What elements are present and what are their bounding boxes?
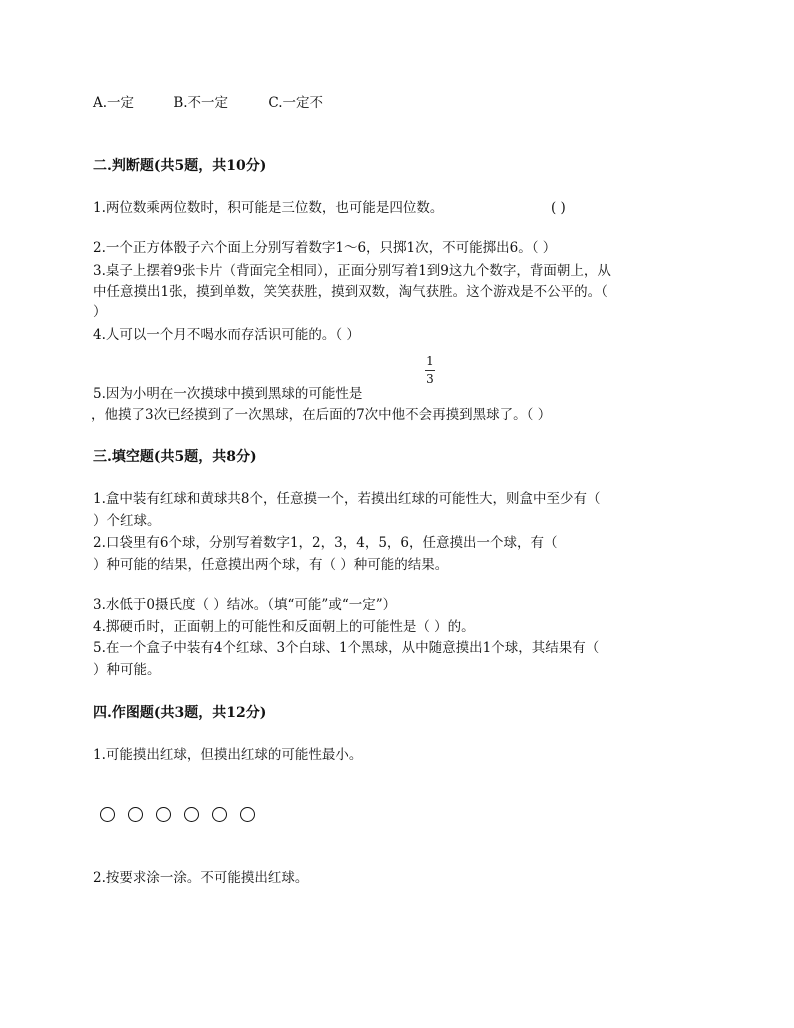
fill-question-5-line-2: ）种可能。 [93, 662, 161, 678]
section-3-title: 三.填空题(共5题，共8分) [93, 449, 257, 465]
judge-question-3-line-3: ） [93, 304, 107, 320]
draw-question-2: 2.按要求涂一涂。不可能摸出红球。 [93, 870, 309, 886]
option-b: B.不一定 [173, 95, 229, 111]
probability-fraction [422, 355, 438, 386]
fill-question-5-line-1: 5.在一个盒子中装有4个红球、3个白球、1个黑球，从中随意摸出1个球，其结果有（ [93, 640, 600, 656]
fraction-numerator: 1 [426, 354, 434, 368]
option-c: C.一定不 [268, 95, 323, 111]
judge-question-1: 1.两位数乘两位数时，积可能是三位数，也可能是四位数。 [93, 200, 444, 216]
section-2-title: 二.判断题(共5题，共10分) [93, 158, 267, 174]
ball-circle[interactable] [240, 807, 255, 822]
fraction-denominator: 3 [426, 372, 434, 386]
option-a: A.一定 [93, 95, 135, 111]
judge-question-2: 2.一个正方体骰子六个面上分别写着数字1～6，只掷1次，不可能掷出6。（ ） [93, 240, 557, 256]
fill-question-1-line-2: ）个红球。 [93, 513, 161, 529]
ball-circle[interactable] [100, 807, 115, 822]
fill-question-3: 3.水低于0摄氏度（ ）结冰。（填“可能”或“一定”） [93, 597, 397, 613]
judge-question-1-paren: ( ) [551, 200, 566, 216]
ball-circle[interactable] [128, 807, 143, 822]
fraction-bar [425, 370, 435, 371]
draw-question-1: 1.可能摸出红球，但摸出红球的可能性最小。 [93, 747, 363, 763]
judge-question-5-line-2: ，他摸了3次已经摸到了一次黑球，在后面的7次中他不会再摸到黑球了。（ ） [91, 407, 552, 423]
ball-circle[interactable] [156, 807, 171, 822]
fill-question-2-line-2: ）种可能的结果，任意摸出两个球，有（ ）种可能的结果。 [93, 557, 449, 573]
fill-question-2-line-1: 2.口袋里有6个球，分别写着数字1，2，3，4，5，6，任意摸出一个球，有（ [93, 535, 558, 551]
ball-circle[interactable] [184, 807, 199, 822]
judge-question-4: 4.人可以一个月不喝水而存活识可能的。（ ） [93, 327, 360, 343]
section-4-title: 四.作图题(共3题，共12分) [93, 705, 267, 721]
ball-circles [100, 807, 255, 822]
judge-question-3-line-1: 3.桌子上摆着9张卡片（背面完全相同），正面分别写着1到9这九个数字，背面朝上，从 [93, 263, 611, 279]
judge-question-5-line-1: 5.因为小明在一次摸球中摸到黑球的可能性是 [93, 386, 363, 402]
fill-question-4: 4.掷硬币时，正面朝上的可能性和反面朝上的可能性是（ ）的。 [93, 619, 475, 635]
fill-question-1-line-1: 1.盒中装有红球和黄球共8个，任意摸一个，若摸出红球的可能性大，则盒中至少有（ [93, 491, 601, 507]
judge-question-3-line-2: 中任意摸出1张，摸到单数，笑笑获胜，摸到双数，淘气获胜。这个游戏是不公平的。（ [93, 284, 608, 300]
ball-circle[interactable] [212, 807, 227, 822]
choice-options [93, 94, 323, 112]
